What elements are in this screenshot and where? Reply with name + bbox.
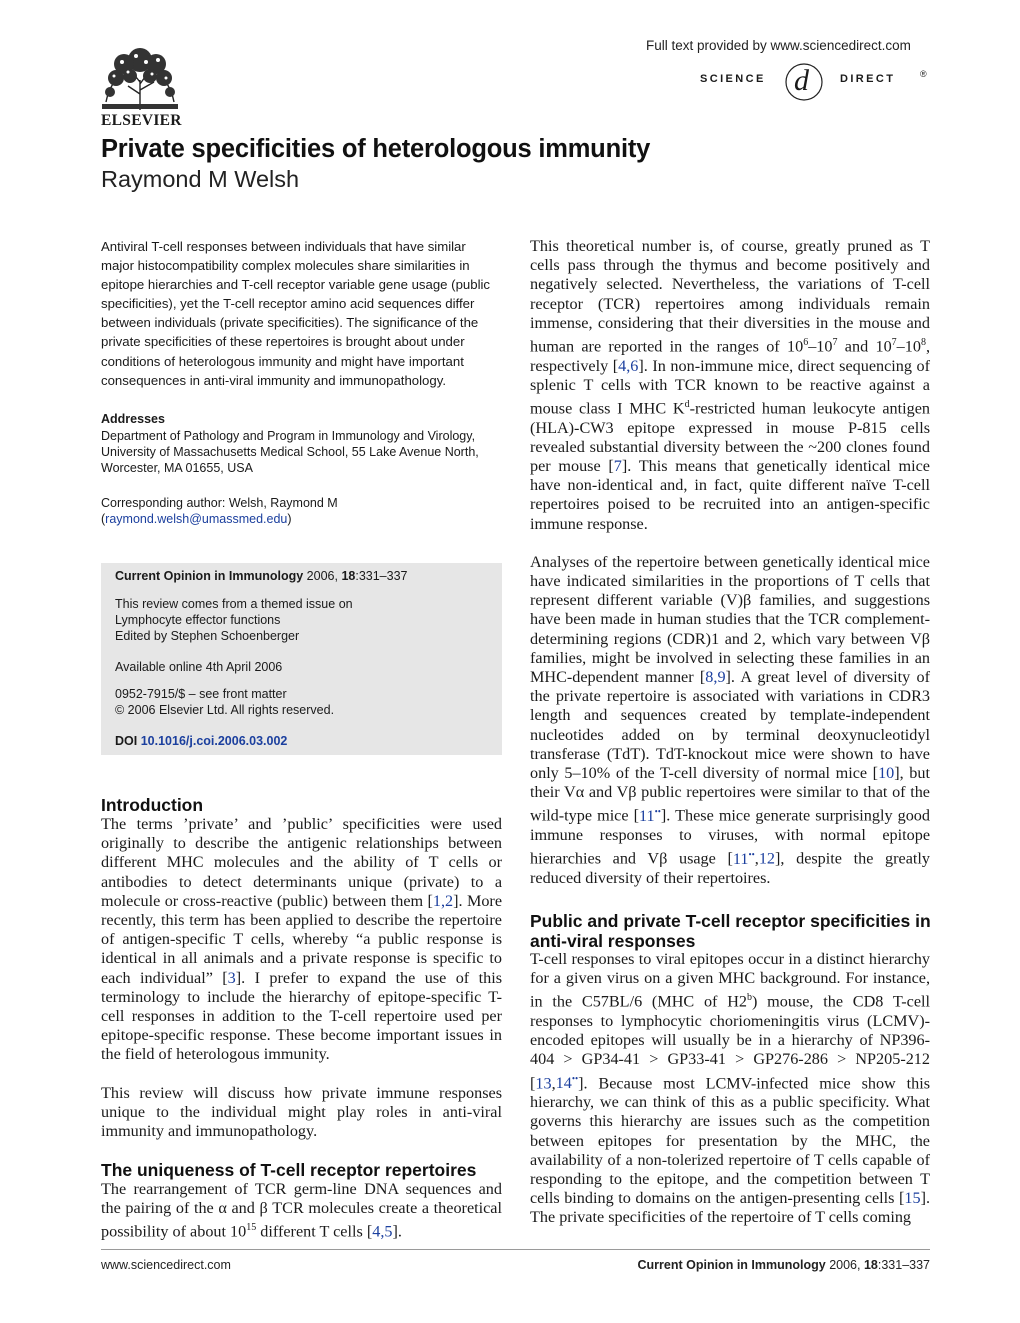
- r3-text-b: ) mouse, the CD8 T-cell responses to lymphocytic choriomeningitis virus (LCMV)-encoded epitopes will usually be in a hierarchy of NP396-404 > GP34-41 > GP33-41 > GP276-286 > NP205-212 [: [530, 992, 931, 1092]
- intro-p1-text-b: ]. More recently, this term has been applied to describe the repertoire of antigen-specific T cells, whereby “a public response is identical in all animals and a private response is specific to each individual” [: [101, 891, 503, 987]
- issn-line: 0952-7915/$ – see front matter: [115, 687, 287, 701]
- sd-logo-left-word: SCIENCE: [700, 73, 766, 85]
- uniqueness-paragraph-1: [101, 1180, 502, 1242]
- r1-text-d: –10: [896, 337, 921, 356]
- doi-link[interactable]: 10.1016/j.coi.2006.03.002: [140, 734, 288, 748]
- introduction-heading: Introduction: [101, 795, 204, 815]
- uniqueness-heading: The uniqueness of T-cell receptor repertoires: [101, 1160, 477, 1180]
- ref-link-11[interactable]: [639, 807, 661, 825]
- r1-text-b: –10: [808, 337, 833, 356]
- r3-text-e: ]. The private specificities of the repertoire of T cells coming: [530, 1189, 930, 1227]
- r2-comma: ,: [754, 849, 759, 868]
- introduction-paragraph-1: [101, 815, 502, 1065]
- r2-text-c: ], but their Vα and Vβ public repertoires were similar to that of the wild-type mice [: [530, 764, 930, 825]
- fulltext-provider-note: Full text provided by www.sciencedirect.com: [646, 38, 911, 53]
- available-online: Available online 4th April 2006: [115, 660, 283, 674]
- uniqueness-section: [101, 1160, 502, 1242]
- article-title: Private specificities of heterologous immunity: [101, 135, 651, 163]
- r2-text-f: ], despite the greatly reduced diversity of their repertoires.: [530, 849, 930, 887]
- public-private-paragraph-1: [530, 950, 930, 1228]
- ref-link-1-2[interactable]: 1,2: [432, 891, 454, 910]
- citation-journal: Current Opinion in Immunology: [115, 569, 304, 583]
- right-paragraph-2: [530, 553, 930, 888]
- intro-p1-text-a: The terms ’private’ and ’public’ specificities were used originally to describe the antigenic relationships between different MHC molecules and the ability of T cells or antibodies to detect determinants unique (private) to a molecule or cross-reactive (public) between them [: [101, 815, 502, 910]
- doi-label: DOI: [115, 734, 138, 748]
- footer-volume: 18: [863, 1258, 878, 1272]
- footer-site-link[interactable]: www.sciencedirect.com: [101, 1258, 231, 1272]
- r3-text-d: ]. Because most LCMV-infected mice show this hierarchy, we can think of this as a public specificity. What governs this hierarchy are issues such as the competition between epitopes for presentation by the MHC, the availability of a non-tolerized repertoire of T cells capable of responding to the epitope, and the competition between T cells binding to domains on the antigen-presenting cells [: [530, 1074, 930, 1208]
- ref-11-number: 11: [639, 806, 655, 825]
- issue-editor: Edited by Stephen Schoenberger: [115, 629, 300, 643]
- r2-text-b: ]. A great level of diversity of the private repertoire is associated with variations in CDR3 length and sequences created by template-independent nucleotides added on by terminal deoxynucleotidyl transferase (TdT). TdT-knockout mice were shown to have only 5–10% of the T-cell diversity of normal mice [: [530, 668, 930, 783]
- ref-link-8-9[interactable]: 8,9: [705, 668, 726, 687]
- uniq-text-b: different T cells [: [256, 1222, 373, 1241]
- r1-text-c: and 10: [837, 337, 892, 356]
- r2-text-a: Analyses of the repertoire between genetically identical mice have indicated similarities in the proportions of T cells that represent different variable (V)β families, and suggestions have been made in human studies that the TCR complement-determining regions (CDR)1 and 2, which vary between Vβ families, might be involved in selecting these families in an MHC-dependent manner [: [530, 552, 930, 687]
- ref-link-12[interactable]: 12: [758, 849, 776, 868]
- footer-citation: [638, 1258, 930, 1272]
- right-column-body: [530, 237, 930, 907]
- r1-text-h: ]. This means that genetically identical mice have non-identical and, in fact, quite different naïve T-cell repertoires poised to be recruited into an antigen-specific immune response.: [530, 457, 930, 533]
- public-private-section-body: [530, 950, 930, 1228]
- address-line-2: University of Massachusetts Medical School, 55 Lake Avenue North,: [101, 445, 479, 460]
- r2-text-d: ]. These mice generate surprisingly good immune responses to viruses, with normal epitope hierarchies and Vβ usage [: [530, 806, 930, 868]
- footer-journal: Current Opinion in Immunology: [637, 1258, 826, 1272]
- citation-year: 2006,: [306, 569, 338, 583]
- corresponding-author: Corresponding author: Welsh, Raymond M: [101, 495, 338, 510]
- right-paragraph-1: [530, 237, 930, 534]
- corresponding-email-line: [101, 511, 492, 527]
- r1-text-a: This theoretical number is, of course, greatly pruned as T cells pass through the thymus and become positively and negatively selected. Nevertheless, the variations of T-cell receptor (TCR) repertoires among individuals remain immense, considering that their diversities in the mouse and human are reported in the ranges of 10: [530, 237, 930, 356]
- author-email-link[interactable]: raymond.welsh@umassmed.edu: [105, 511, 288, 526]
- ref-11-importance-dots: ••: [654, 806, 661, 817]
- ref-link-10[interactable]: 10: [878, 764, 895, 783]
- r1-sup-5: d: [684, 399, 690, 411]
- uniq-text-a: The rearrangement of TCR germ-line DNA sequences and the pairing of the α and β TCR molecules create a theoretical possibility of about 10: [101, 1180, 502, 1241]
- address-line-3: Worcester, MA 01655, USA: [101, 461, 253, 476]
- ref-11b-importance-dots: ••: [748, 849, 755, 860]
- r1-text-f: ]. In non-immune mice, direct sequencing of splenic T cells with TCR known to be reactive against a mouse class I MHC K: [530, 356, 931, 418]
- doi-line: [115, 733, 287, 749]
- r3-text-a: T-cell responses to viral epitopes occur in a distinct hierarchy for a given virus on a given MHC background. For instance, in the C57BL/6 (MHC of H2: [530, 950, 930, 1011]
- copyright-line: © 2006 Elsevier Ltd. All rights reserved.: [115, 703, 335, 717]
- email-open-paren: (: [101, 511, 106, 526]
- left-column-front-matter: [101, 237, 492, 527]
- r1-sup-1: 6: [803, 337, 809, 349]
- article-author: Raymond M Welsh: [101, 166, 300, 192]
- ref-link-4-6[interactable]: 4,6: [618, 356, 639, 375]
- citation-line: [115, 568, 407, 584]
- ref-14-number: 14: [555, 1074, 572, 1092]
- r1-sup-4: 8: [920, 337, 926, 349]
- ref-14-importance-dots: ••: [571, 1073, 579, 1084]
- uniq-exponent: 15: [246, 1222, 257, 1234]
- introduction-paragraph-2: This review will discuss how private immune responses unique to the individual might play roles in anti-viral immunity and immunopathology.: [101, 1083, 502, 1141]
- r3-sup-b: b: [747, 992, 753, 1004]
- sd-logo-mark: d: [794, 64, 809, 97]
- address-line-1: Department of Pathology and Program in Immunology and Virology,: [101, 428, 476, 443]
- ref-link-14[interactable]: [556, 1074, 579, 1092]
- public-private-section-heading-wrap: [530, 911, 935, 951]
- elsevier-wordmark: ELSEVIER: [101, 112, 182, 129]
- sd-logo-registered: ®: [920, 69, 927, 79]
- footer-pages: :331–337: [877, 1258, 930, 1272]
- ref-link-15[interactable]: 15: [904, 1189, 921, 1208]
- intro-p1-text-c: ]. I prefer to expand the use of this terminology to include the hierarchy of epitope-specific T-cell responses in addition to the T-cell repertoire used per epitope-specific response. These become important issues in the field of heterologous immunity.: [101, 968, 502, 1064]
- footer-divider: [101, 1249, 930, 1250]
- sciencedirect-logo: [700, 60, 932, 102]
- themed-issue-line: This review comes from a themed issue on: [115, 597, 353, 611]
- themed-issue-name: Lymphocyte effector functions: [115, 613, 281, 627]
- ref-link-7[interactable]: 7: [613, 457, 622, 476]
- uniq-text-c: ].: [392, 1222, 402, 1241]
- r1-text-g: -restricted human leukocyte antigen (HLA)-CW3 epitope expressed in mouse P-815 cells revealed substantial diversity between the ~200 clones found per mouse [: [530, 399, 930, 476]
- introduction-section: [101, 795, 502, 1141]
- ref-link-3[interactable]: 3: [227, 968, 236, 987]
- elsevier-tree-logo-icon: [100, 42, 180, 112]
- citation-pages: :331–337: [355, 569, 408, 583]
- ref-link-11b[interactable]: [733, 850, 755, 868]
- ref-11b-number: 11: [732, 849, 749, 868]
- article-info-box: [101, 563, 502, 755]
- r3-comma: ,: [551, 1074, 556, 1092]
- public-private-heading: Public and private T-cell receptor specificities in anti-viral responses: [530, 911, 931, 951]
- footer-year: 2006,: [829, 1258, 861, 1272]
- r1-sup-3: 7: [891, 337, 897, 349]
- email-close-paren: ): [287, 511, 292, 526]
- citation-volume: 18: [341, 569, 356, 583]
- abstract-text: Antiviral T-cell responses between individuals that have similar major histocompatibility complex molecules share similarities in epitope hierarchies and T-cell receptor variable gene usage (public specificities), yet the T-cell receptor amino acid sequences differ between individuals (private specificities). The significance of the private specificities of these repertoires is brought about under conditions of heterologous immunity and might have important consequences in anti-viral immunity and immunopathology.: [101, 239, 491, 388]
- sd-logo-right-word: DIRECT: [840, 73, 896, 85]
- r1-sup-2: 7: [832, 337, 838, 349]
- ref-link-4-5[interactable]: 4,5: [372, 1222, 393, 1241]
- r1-text-e: , respectively [: [530, 337, 930, 375]
- ref-link-13[interactable]: 13: [535, 1074, 552, 1092]
- addresses-heading: Addresses: [101, 411, 165, 426]
